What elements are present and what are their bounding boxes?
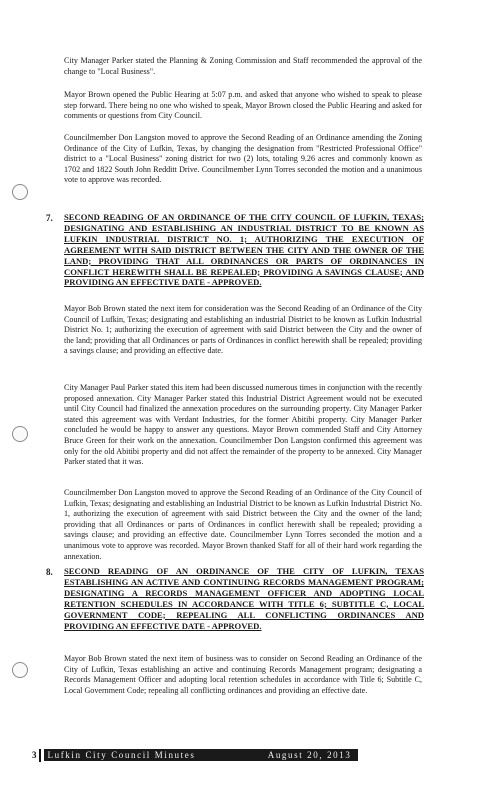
item-8-heading: SECOND READING OF AN ORDINANCE OF THE CITY OF LUFKIN, TEXAS ESTABLISHING AN ACTIVE AND CONTINUING RECORDS MANAGEMENT PROGRAM; DESIGNATING A RECORDS MANAGEMENT OFFICER AND ADOPTING LOCAL RETENTION SCHEDULES IN ACCORDANCE WITH TITLE 6; SUBTITLE C, LOCAL GOVERNMENT CODE; REPEALING ALL CONFLICTING ORDINANCES AND PROVIDING AN EFFECTIVE DATE - APPROVED. <box>64 566 424 631</box>
item-8-number: 8. <box>46 567 53 577</box>
footer-date: August 20, 2013 <box>267 750 352 760</box>
footer-page-number: 3 <box>32 750 37 760</box>
footer-divider <box>39 749 41 762</box>
item-7-paragraph-motion: Councilmember Don Langston moved to approve the Second Reading of an Ordinance of the City Council of Lufkin, Texas; designating and establishing an Industrial District to be known as Lufkin Industrial District No. 1, authorizing the execution of agreement with said District between the City and the owner of the land; providing that all Ordinances or parts of Ordinances in conflict herewith shall be repealed; providing a savings clause; and providing an effective date. Councilmember Lynn Torres seconded the motion and a unanimous vote to approve was recorded. Mayor Brown thanked Staff for all of their hard work regarding the annexation. <box>64 488 422 561</box>
item-8-paragraph-introduction: Mayor Bob Brown stated the next item of business was to consider on Second Reading an Ordinance of the City of Lufkin, Texas establishing an active and continuing Records Management program; designating a Records Management Officer and adopting local retention schedules in accordance with Title 6; Subtitle C, Local Government Code; repealing all conflicting ordinances and providing an effective date. <box>64 654 422 695</box>
punch-hole-top <box>12 184 28 200</box>
footer-band <box>44 749 358 761</box>
page-footer <box>32 748 358 762</box>
paragraph-public-hearing: Mayor Brown opened the Public Hearing at 5:07 p.m. and asked that anyone who wished to speak to please step forward. There being no one who wished to speak, Mayor Brown closed the Public Hearing and asked for comments or questions from City Council. <box>64 90 422 121</box>
item-7-paragraph-discussion: City Manager Paul Parker stated this item had been discussed numerous times in conjunction with the recently proposed annexation. City Manager Parker stated this Industrial District Agreement would not be executed until City Council had finalized the annexation procedures on the surrounding property. City Manager Parker stated this agreement was with Verdant Industries, for the former Abitibi property. City Manager Parker concluded he would be happy to answer any questions. Mayor Brown commended Staff and City Attorney Bruce Green for their work on the annexation. Councilmember Don Langston confirmed this agreement was only for the old Abitibi property and did not affect the remainder of the property to be annexed. City Manager Parker stated that it was. <box>64 383 422 467</box>
punch-hole-middle <box>12 426 28 442</box>
paragraph-zoning-motion: Councilmember Don Langston moved to approve the Second Reading of an Ordinance amending the Zoning Ordinance of the City of Lufkin, Texas, by changing the designation from "Restricted Professional Office" district to a "Local Business" zoning district for two (2) lots, totaling 9.26 acres and commonly known as 1702 and 1822 South John Redditt Drive. Councilmember Lynn Torres seconded the motion and a unanimous vote to approve was recorded. <box>64 133 422 185</box>
paragraph-planning-recommendation: City Manager Parker stated the Planning & Zoning Commission and Staff recommended the approval of the change to "Local Business". <box>64 56 422 76</box>
item-7-heading: SECOND READING OF AN ORDINANCE OF THE CITY COUNCIL OF LUFKIN, TEXAS; DESIGNATING AND ESTABLISHING AN INDUSTRIAL DISTRICT TO BE KNOWN AS LUFKIN INDUSTRIAL DISTRICT NO. 1; AUTHORIZING THE EXECUTION OF AGREEMENT WITH SAID DISTRICT BETWEEN THE CITY AND THE OWNER OF THE LAND; PROVIDING THAT ALL ORDINANCES OR PARTS OF ORDINANCES IN CONFLICT HEREWITH SHALL BE REPEALED; PROVIDING A SAVINGS CLAUSE; AND PROVIDING AN EFFECTIVE DATE - APPROVED. <box>64 212 424 288</box>
punch-hole-bottom <box>12 662 28 678</box>
item-7-paragraph-introduction: Mayor Bob Brown stated the next item for consideration was the Second Reading of an Ordinance of the City Council of Lufkin, Texas; designating and establishing an industrial District to be known as Lufkin Industrial District No. 1; authorizing the execution of agreement with said District between the City and the owner of the land; providing that all Ordinances or parts of Ordinances in conflict herewith shall be repealed; providing a savings clause; and providing an effective date. <box>64 304 422 356</box>
item-7-number: 7. <box>46 213 53 223</box>
footer-title: Lufkin City Council Minutes <box>47 750 196 760</box>
